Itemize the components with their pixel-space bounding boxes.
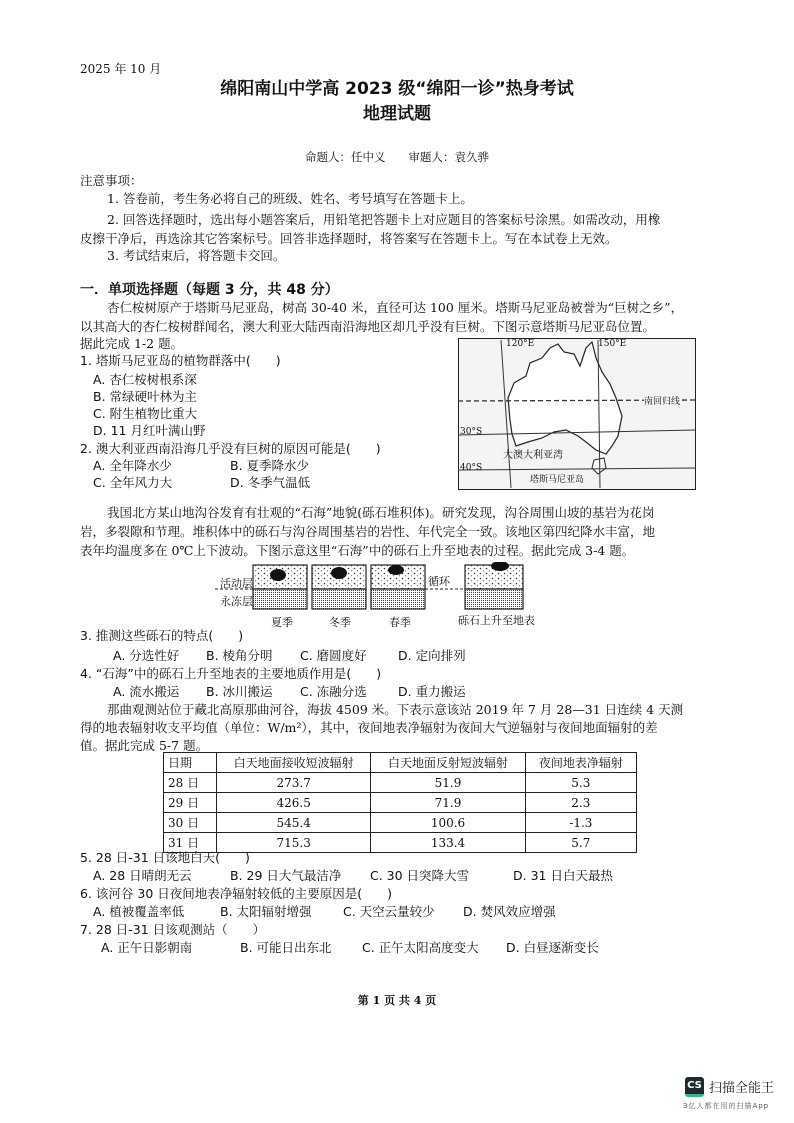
stone-sea-diagram (215, 562, 595, 632)
question-stem: 4. “石海”中的砾石上升至地表的主要地质作用是( ) (80, 666, 382, 681)
passage-line: 杏仁桉树原产于塔斯马尼亚岛，树高 30-40 米，直径可达 100 厘米。塔斯马尼亚岛被誉为“巨树之乡”， (107, 300, 684, 315)
option: C. 30 日突降大雪 (370, 868, 470, 883)
passage-line: 据此完成 1-2 题。 (80, 336, 184, 351)
australia-map (458, 338, 696, 490)
option: A. 杏仁桉树根系深 (93, 372, 197, 387)
option: D. 焚风效应增强 (463, 904, 556, 919)
option: B. 夏季降水少 (230, 458, 310, 473)
option: C. 全年风力大 (93, 475, 173, 490)
table-header-row (164, 753, 637, 773)
note-item: 1. 答卷前，考生务必将自己的班级、姓名、考号填写在答题卡上。 (107, 191, 473, 206)
table-cell: 71.9 (371, 793, 525, 813)
option: A. 正午日影朝南 (101, 940, 193, 955)
option: C. 附生植物比重大 (93, 406, 198, 421)
option: C. 磨圆度好 (300, 648, 367, 663)
lon-label: 120°E (506, 339, 535, 349)
option: B. 常绿硬叶林为主 (93, 389, 198, 404)
option: C. 冻融分选 (300, 684, 367, 699)
passage-line: 我国北方某山地沟谷发育有壮观的“石海”地貌(砾石堆积体)。研究发现，沟谷周围山坡的基岩为花岗 (107, 505, 655, 520)
passage-line: 值。据此完成 5-7 题。 (80, 738, 209, 753)
option: D. 31 日白天最热 (513, 868, 613, 883)
passage-line: 表年均温度多在 0℃上下波动。下图示意这里“石海”中的砾石上升至地表的过程。据此完成 3-4 题。 (80, 543, 635, 558)
passage-line: 以其高大的杏仁桉树群闻名，澳大利亚大陆西南沿海地区却几乎没有巨树。下图示意塔斯马尼亚岛位置。 (80, 319, 656, 334)
table-cell: 426.5 (217, 793, 371, 813)
note-item: 皮擦干净后，再选涂其它答案标号。回答非选择题时，将答案写在答题卡上。写在本试卷上无效。 (80, 231, 618, 246)
cs-logo-icon: CS (685, 1077, 704, 1097)
option: D. 定向排列 (398, 648, 466, 663)
question-stem: 2. 澳大利亚西南沿海几乎没有巨树的原因可能是( ) (80, 441, 381, 456)
note-item: 3. 考试结束后，将答题卡交回。 (107, 248, 286, 263)
question-stem: 3. 推测这些砾石的特点( ) (80, 628, 244, 643)
option: C. 正午太阳高度变大 (362, 940, 479, 955)
bight-label: 大澳大利亚湾 (503, 450, 563, 461)
column-header: 白天地面接收短波辐射 (217, 753, 371, 773)
table-cell: 31 日 (164, 833, 217, 853)
passage-line: 得的地表辐射收支平均值（单位：W/m²），其中，夜间地表净辐射为夜间大气逆辐射与夜间地面辐射的差 (80, 720, 658, 735)
permafrost-label: 永冻层 (220, 595, 253, 608)
option: D. 冬季气温低 (230, 475, 311, 490)
table-cell: 715.3 (217, 833, 371, 853)
table-cell: 29 日 (164, 793, 217, 813)
option: C. 天空云量较少 (343, 904, 435, 919)
stage-label: 夏季 (271, 616, 293, 629)
passage-line: 那曲观测站位于藏北高原那曲河谷，海拔 4509 米。下表示意该站 2019 年 7 月 28—31 日连续 4 天测 (107, 702, 684, 717)
option: A. 流水搬运 (113, 684, 180, 699)
stage-label: 砾石上升至地表 (458, 614, 535, 627)
stage-label: 冬季 (329, 616, 351, 629)
table-row (164, 793, 637, 813)
lat-label: 30°S (460, 427, 483, 437)
table-cell: 545.4 (217, 813, 371, 833)
active-layer-label: 活动层 (220, 577, 253, 590)
table-cell: 5.3 (525, 773, 636, 793)
table-row (164, 773, 637, 793)
watermark-name: 扫描全能王 (709, 1081, 775, 1096)
exam-date: 2025 年 10 月 (80, 62, 162, 76)
table-cell: 28 日 (164, 773, 217, 793)
table-row (164, 813, 637, 833)
column-header: 日期 (164, 753, 217, 773)
table-cell: -1.3 (525, 813, 636, 833)
option: B. 冰川搬运 (206, 684, 273, 699)
page-subtitle: 地理试题 (363, 104, 431, 124)
table-cell: 5.7 (525, 833, 636, 853)
table-cell: 51.9 (371, 773, 525, 793)
option: D. 白昼逐渐变长 (506, 940, 599, 955)
table-cell: 2.3 (525, 793, 636, 813)
passage-line: 岩，多裂隙和节理。堆积体中的砾石与沟谷周围基岩的岩性、年代完全一致。该地区第四纪降水丰富，地 (80, 524, 656, 539)
question-stem: 5. 28 日-31 日该地白天( ) (80, 850, 250, 865)
option: A. 分选性好 (113, 648, 180, 663)
table-cell: 100.6 (371, 813, 525, 833)
question-stem: 7. 28 日-31 日该观测站（ ） (80, 922, 266, 937)
island-label: 塔斯马尼亚岛 (530, 475, 585, 485)
option: D. 重力搬运 (398, 684, 466, 699)
option: B. 29 日大气最洁净 (230, 868, 342, 883)
lon-label: 150°E (598, 339, 627, 349)
section-heading: 一．单项选择题（每题 3 分，共 48 分） (80, 282, 339, 298)
option: B. 棱角分明 (206, 648, 273, 663)
option: D. 11 月红叶满山野 (93, 423, 206, 438)
page-number: 第 1 页 共 4 页 (357, 994, 437, 1007)
page-title: 绵阳南山中学高 2023 级“绵阳一诊”热身考试 (220, 79, 574, 99)
cycle-label: 循环 (428, 575, 450, 588)
question-stem: 1. 塔斯马尼亚岛的植物群落中( ) (80, 353, 281, 368)
column-header: 夜间地表净辐射 (525, 753, 636, 773)
table-cell: 30 日 (164, 813, 217, 833)
radiation-table (163, 752, 637, 853)
notes-heading: 注意事项： (80, 173, 143, 188)
tropic-label: 南回归线 (644, 394, 680, 407)
table-cell: 133.4 (371, 833, 525, 853)
note-item: 2. 回答选择题时，选出每小题答案后，用铅笔把答题卡上对应题目的答案标号涂黑。如需改动，用橡 (107, 212, 661, 227)
option: A. 28 日晴朗无云 (93, 868, 192, 883)
question-stem: 6. 该河谷 30 日夜间地表净辐射较低的主要原因是( ) (80, 886, 393, 901)
option: A. 全年降水少 (93, 458, 172, 473)
table-cell: 273.7 (217, 773, 371, 793)
column-header: 白天地面反射短波辐射 (371, 753, 525, 773)
stage-label: 春季 (389, 616, 411, 629)
option: B. 可能日出东北 (240, 940, 332, 955)
lat-label: 40°S (460, 463, 483, 473)
option: A. 植被覆盖率低 (93, 904, 185, 919)
authors: 命题人：任中义 审题人：袁久骅 (305, 150, 489, 164)
watermark-tagline: 3亿人都在用的扫描App (683, 1102, 770, 1110)
option: B. 太阳辐射增强 (220, 904, 312, 919)
